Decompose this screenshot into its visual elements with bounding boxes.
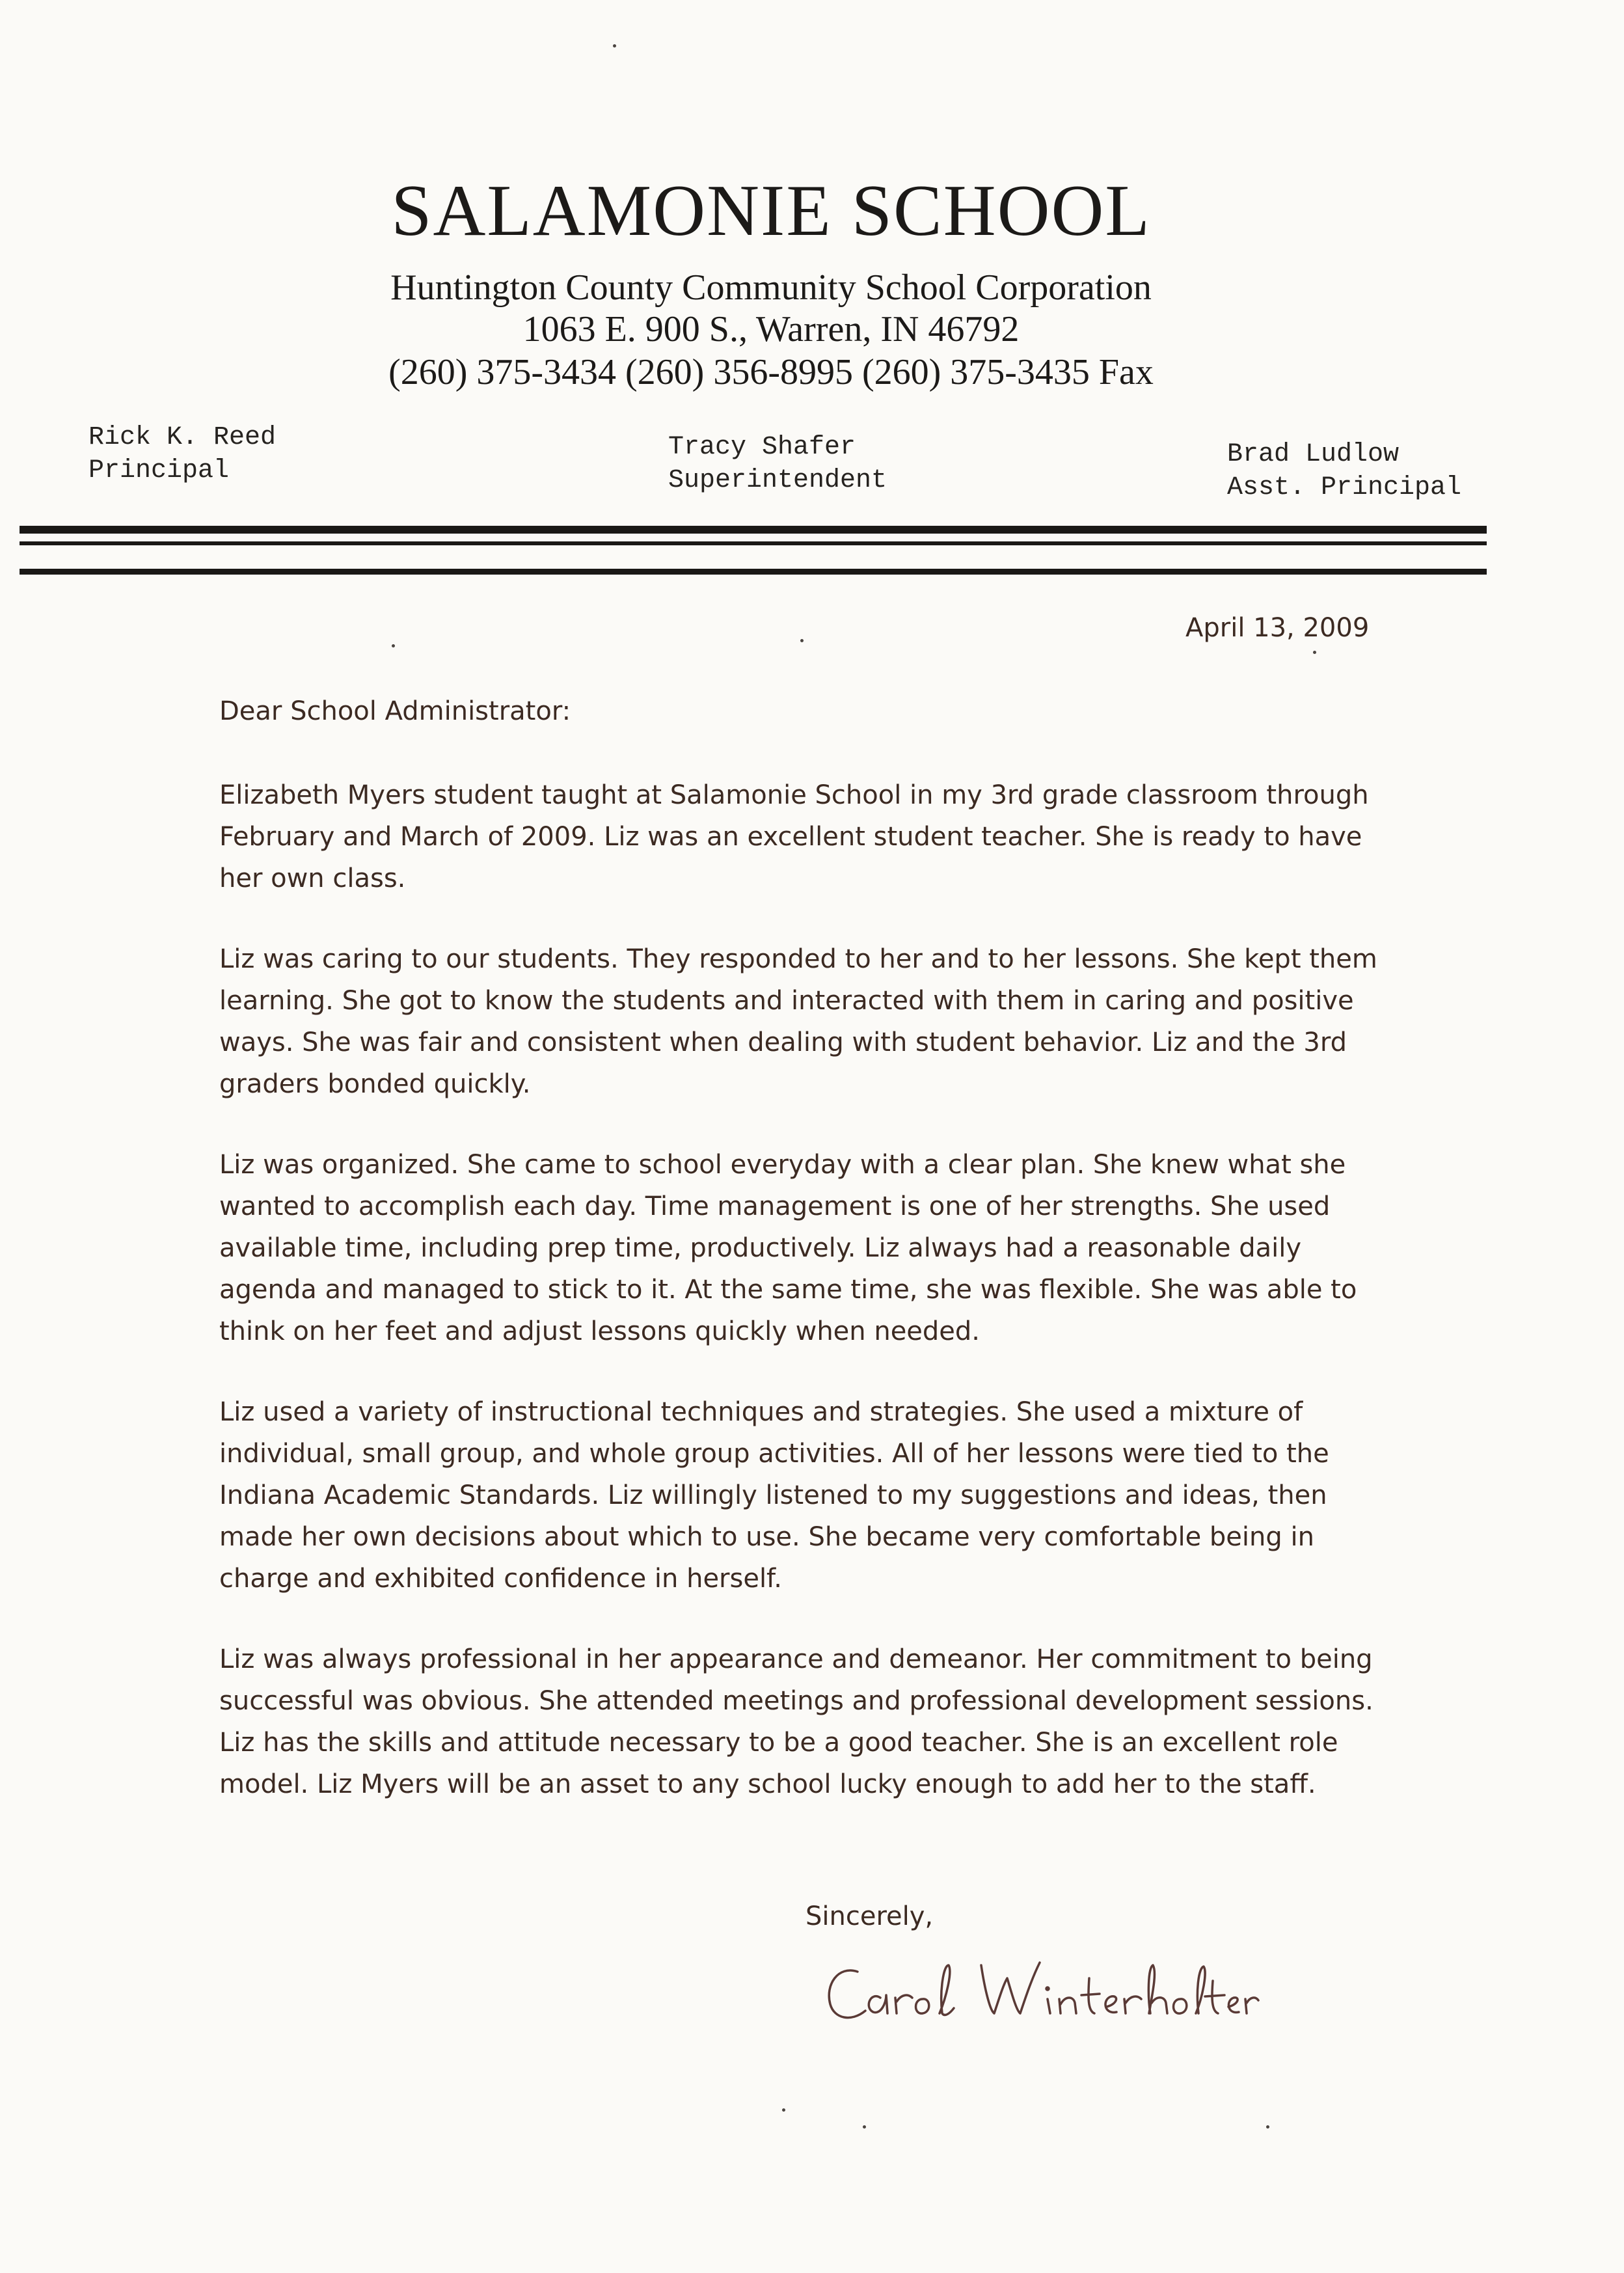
staff-name: Rick K. Reed <box>88 423 277 452</box>
school-name: SALAMONIE SCHOOL <box>391 170 1151 251</box>
letter-date: April 13, 2009 <box>1185 613 1370 643</box>
body-paragraph: Liz was always professional in her appearance and demeanor. Her commitment to being successful was obvious. She attended meetings and professional development sessions. Liz has the skills and attitude necessary to be a good teacher. She is an excellent role model. Liz Myers will be an asset to any school lucky enough to add her to the staff. <box>219 1644 1374 1799</box>
staff-superintendent <box>668 431 887 497</box>
staff-asst-principal <box>1227 438 1461 504</box>
body-paragraph: Liz was organized. She came to school everyday with a clear plan. She knew what she wanted to accomplish each day. Time management is one of her strengths. She used available time, including prep time, productively. Liz always had a reasonable daily agenda and managed to stick to it. At the same time, she was flexible. She was able to think on her feet and adjust lessons quickly when needed. <box>219 1150 1357 1346</box>
header-rule <box>20 541 1487 545</box>
phone-numbers: (260) 375-3434 (260) 356-8995 (260) 375-3435 Fax <box>388 352 1154 392</box>
staff-title: Superintendent <box>668 466 887 495</box>
letter-body <box>219 774 1390 1844</box>
corporation-name: Huntington County Community School Corporation <box>390 267 1152 308</box>
paper-speck <box>863 2125 866 2129</box>
signature-drawing <box>819 1946 1261 2037</box>
paper-speck <box>1313 651 1316 654</box>
closing: Sincerely, <box>805 1901 934 1931</box>
paper-speck <box>1266 2125 1269 2129</box>
header-rule <box>20 569 1487 575</box>
school-address: 1063 E. 900 S., Warren, IN 46792 <box>522 309 1020 349</box>
paper-speck <box>613 44 616 48</box>
paper-speck <box>800 639 804 642</box>
paper-speck <box>392 644 395 647</box>
staff-name: Tracy Shafer <box>668 433 856 462</box>
paper-speck <box>782 2108 785 2112</box>
salutation: Dear School Administrator: <box>219 696 571 726</box>
header-rule <box>20 526 1487 534</box>
handwritten-signature <box>819 1946 1261 2037</box>
staff-title: Asst. Principal <box>1227 473 1462 502</box>
staff-name: Brad Ludlow <box>1227 440 1400 469</box>
staff-principal <box>88 421 276 487</box>
body-paragraph: Liz was caring to our students. They responded to her and to her lessons. She kept them learning. She got to know the students and interacted with them in caring and positive ways. She was fair and consistent when dealing with student behavior. Liz and the 3rd graders bonded quickly. <box>219 944 1377 1099</box>
body-paragraph: Elizabeth Myers student taught at Salamonie School in my 3rd grade classroom through February and March of 2009. Liz was an excellent student teacher. She is ready to have her own class. <box>219 780 1369 893</box>
staff-title: Principal <box>88 456 230 485</box>
body-paragraph: Liz used a variety of instructional techniques and strategies. She used a mixture of individual, small group, and whole group activities. All of her lessons were tied to the Indiana Academic Standards. Liz willingly listened to my suggestions and ideas, then made her own decisions about which to use. She became very comfortable being in charge and exhibited confidence in herself. <box>219 1397 1329 1594</box>
